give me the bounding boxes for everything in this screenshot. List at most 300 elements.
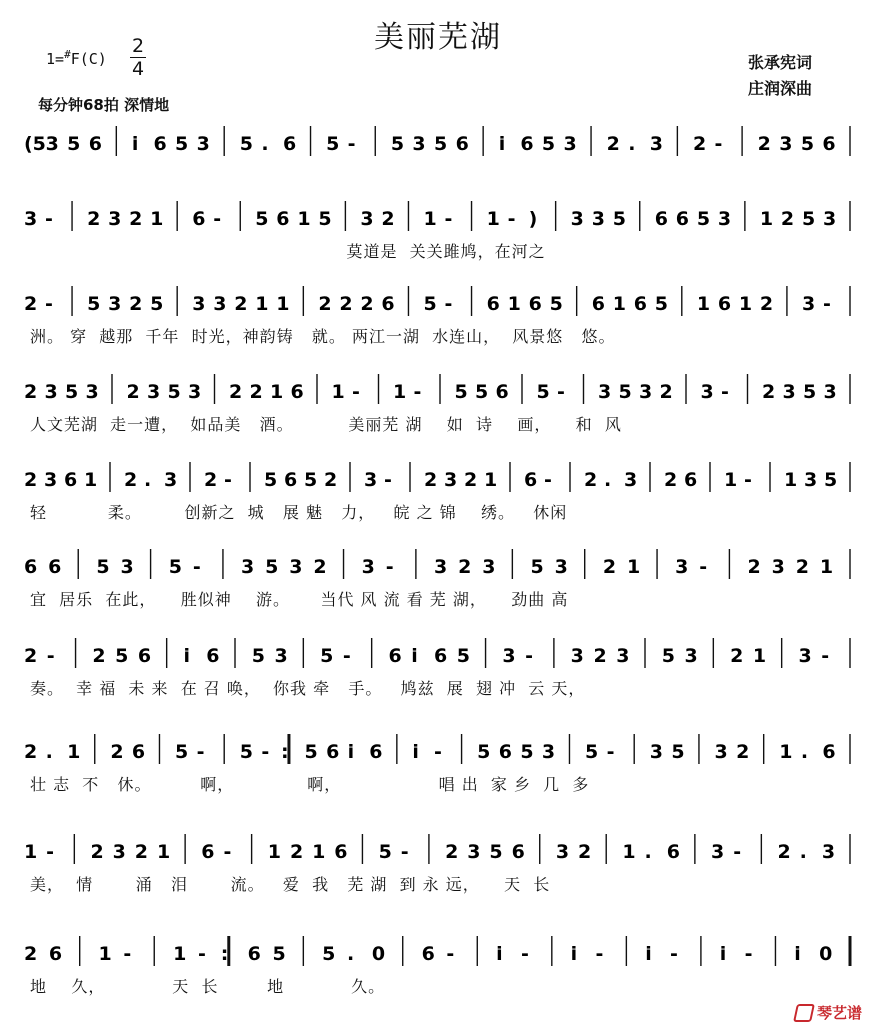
note: 6	[48, 943, 63, 965]
note: 2	[204, 469, 218, 491]
note: .	[261, 133, 269, 155]
note: -	[744, 943, 753, 965]
note: 3	[779, 133, 793, 155]
note: 1	[98, 943, 112, 965]
note: .	[800, 741, 809, 763]
repeat-sign: :	[220, 943, 229, 965]
note: -	[714, 133, 723, 155]
note: -	[46, 841, 55, 863]
note: 2	[289, 841, 304, 863]
key-signature	[46, 48, 107, 68]
note: 3	[711, 841, 725, 863]
note: 3	[192, 293, 206, 315]
note: 1	[67, 741, 81, 763]
notation-line	[0, 553, 876, 583]
note: 1	[626, 556, 641, 578]
lyric-line: 宜 居乐 在此， 胜似神 游。 当代 风 流 看 芜 湖， 劲曲 高	[30, 590, 569, 609]
note: 5	[265, 556, 279, 578]
bar-line	[281, 734, 289, 764]
note: 2	[339, 293, 353, 315]
note: 3	[274, 645, 288, 667]
note: 2	[692, 133, 707, 155]
note: 1	[612, 293, 626, 315]
note: 2	[126, 381, 140, 403]
key-sharp: #	[64, 48, 71, 61]
note: 6	[421, 943, 435, 965]
note: 5	[801, 208, 816, 230]
note: 5	[167, 381, 181, 403]
note: 6	[282, 133, 297, 155]
note: 3	[563, 133, 577, 155]
note: i	[719, 943, 727, 965]
notation-svg	[0, 116, 876, 160]
note: 5	[612, 208, 626, 230]
note: 1	[507, 293, 521, 315]
note: -	[434, 741, 442, 763]
note: 6	[192, 208, 206, 230]
note: 2	[229, 381, 243, 403]
note: 3	[700, 381, 714, 403]
note: 5	[541, 133, 556, 155]
note: 2	[664, 469, 678, 491]
notation-line	[0, 642, 876, 672]
note: 1	[486, 208, 500, 230]
note: -	[45, 208, 53, 230]
note: 6	[524, 469, 538, 491]
note: 2	[92, 645, 106, 667]
note: 3	[821, 841, 836, 863]
note: 2	[24, 741, 38, 763]
notation-line	[0, 940, 876, 970]
note: 3	[241, 556, 255, 578]
note: 2	[124, 469, 138, 491]
note: 5	[671, 741, 685, 763]
note: -	[670, 943, 678, 965]
note: i	[412, 741, 419, 763]
note: 2	[360, 293, 374, 315]
note: 6	[822, 741, 836, 763]
note: 6	[334, 841, 348, 863]
note: -	[595, 943, 604, 965]
note: 2	[780, 208, 795, 230]
note: 3	[822, 208, 837, 230]
note: 3	[364, 469, 378, 491]
note: 5	[520, 741, 534, 763]
note: 3	[196, 133, 210, 155]
note: 6	[326, 741, 340, 763]
note: 3	[624, 469, 638, 491]
note: 3	[684, 645, 698, 667]
note: 3	[24, 208, 38, 230]
note: 2	[464, 469, 478, 491]
note: 6	[284, 469, 298, 491]
note: 3	[554, 556, 568, 578]
note: 2	[24, 469, 38, 491]
note: 6	[717, 293, 732, 315]
note: 5	[264, 469, 278, 491]
note: 3	[213, 293, 227, 315]
note: -	[45, 293, 53, 315]
note: -	[384, 469, 392, 491]
note: 5	[434, 133, 448, 155]
note: 5	[549, 293, 563, 315]
note: .	[628, 133, 636, 155]
note: -	[192, 556, 201, 578]
note: 2	[602, 556, 617, 578]
note: 1	[484, 469, 498, 491]
note: -	[525, 645, 534, 667]
notation-line	[0, 466, 876, 496]
note: 5	[65, 381, 79, 403]
note: 3	[108, 293, 122, 315]
notation-line	[0, 205, 876, 235]
note: 6	[498, 741, 512, 763]
note: -	[413, 381, 422, 403]
note: 2	[736, 741, 750, 763]
note: 5	[175, 133, 189, 155]
note: 3	[823, 381, 837, 403]
note: 5	[661, 645, 676, 667]
note: 1	[752, 645, 767, 667]
note: 6	[247, 943, 261, 965]
note: 2	[381, 208, 395, 230]
note: 6	[64, 469, 78, 491]
note: 5	[239, 133, 254, 155]
note: 5	[477, 741, 491, 763]
note: 1	[779, 741, 793, 763]
note: -	[822, 293, 831, 315]
lyric-line: 奏。 幸 福 未 来 在 召 唤， 你我 牵 手。 鸠兹 展 翅 冲 云 天，	[30, 679, 586, 698]
note: 1	[312, 841, 326, 863]
note: -	[123, 943, 132, 965]
note: 5	[304, 741, 318, 763]
lyric-line: 美， 情 涌 泪 流。 爱 我 芜 湖 到 永 远， 天 长	[30, 875, 551, 894]
notation-line	[0, 378, 876, 408]
note: 6	[511, 841, 525, 863]
note: 6	[434, 645, 448, 667]
note: 3	[164, 469, 178, 491]
note: 3	[598, 381, 612, 403]
note: 6	[684, 469, 698, 491]
note: 5	[696, 208, 711, 230]
note: 2	[249, 381, 263, 403]
lyric-line: 轻 柔。 创新之 城 展 魅 力， 皖 之 锦 绣。 休闲	[30, 503, 568, 522]
note: -	[196, 741, 205, 763]
lyricist: 张承宪词	[748, 53, 813, 72]
note: 2	[129, 293, 143, 315]
time-signature	[130, 36, 146, 79]
notation-svg	[0, 824, 876, 868]
note: 2	[593, 645, 607, 667]
note: 3	[570, 645, 584, 667]
note: -	[544, 469, 552, 491]
note: 6	[24, 556, 38, 578]
note: -	[342, 645, 351, 667]
note: 5	[168, 556, 182, 578]
note: 3	[112, 841, 126, 863]
note: -	[213, 208, 222, 230]
note: -	[444, 208, 453, 230]
note: 1	[724, 469, 738, 491]
note: 6	[131, 741, 146, 763]
note: -	[197, 943, 206, 965]
note: .	[347, 943, 355, 965]
note: 5	[618, 381, 632, 403]
note: 1	[267, 841, 282, 863]
note: 3	[360, 208, 374, 230]
note: 1	[393, 381, 407, 403]
music-logo-icon	[793, 1004, 815, 1022]
note: -	[352, 381, 360, 403]
note: 2	[584, 469, 598, 491]
note: 3	[717, 208, 732, 230]
note: 1	[24, 841, 38, 863]
note: 5	[272, 943, 286, 965]
note: 3	[798, 645, 812, 667]
note: 2	[762, 381, 776, 403]
note: 3	[616, 645, 630, 667]
note: 2	[795, 556, 809, 578]
note: 5	[255, 208, 269, 230]
note: 1	[270, 381, 284, 403]
note: .	[799, 841, 807, 863]
note: 6	[455, 133, 469, 155]
note: -	[347, 133, 356, 155]
note: 2	[445, 841, 459, 863]
note: 2	[777, 841, 791, 863]
note: 3	[502, 645, 516, 667]
note: 6	[675, 208, 690, 230]
note: i	[498, 133, 506, 155]
note: 5	[96, 556, 110, 578]
note: 2	[324, 469, 338, 491]
note: -	[223, 841, 232, 863]
note: 3	[639, 381, 653, 403]
note: 2	[659, 381, 673, 403]
note: -	[46, 645, 55, 667]
note: 2	[24, 381, 38, 403]
note: 6	[88, 133, 102, 155]
note: 5	[475, 381, 489, 403]
note: -	[385, 556, 394, 578]
note: 2	[458, 556, 472, 578]
note: 6	[528, 293, 542, 315]
note: 2	[24, 943, 38, 965]
note: 2	[730, 645, 744, 667]
note: .	[45, 741, 53, 763]
note: -	[400, 841, 409, 863]
notation-svg	[0, 539, 876, 583]
note: 3	[649, 741, 664, 763]
note: 1	[819, 556, 834, 578]
note: 1	[738, 293, 753, 315]
note: 5	[67, 133, 81, 155]
note: 5	[320, 645, 334, 667]
note: 3	[482, 556, 496, 578]
meter-top: 2	[131, 35, 145, 57]
tempo-marking: 每分钟68拍 深情地	[38, 96, 170, 114]
note: 3	[591, 208, 605, 230]
notation-svg	[0, 191, 876, 235]
note: i	[794, 943, 801, 965]
note: 1	[622, 841, 636, 863]
note: 5	[304, 469, 318, 491]
note: 2	[110, 741, 124, 763]
note: 2	[747, 556, 761, 578]
note: 1	[173, 943, 187, 965]
note: 1	[84, 469, 98, 491]
note: 3	[361, 556, 375, 578]
bar-line	[221, 936, 229, 966]
note: 5	[251, 645, 266, 667]
note: -	[520, 943, 529, 965]
notation-line	[0, 838, 876, 868]
note: 3	[434, 556, 448, 578]
note: 1	[423, 208, 437, 230]
note: i	[131, 133, 139, 155]
note: -	[557, 381, 565, 403]
lyric-line: 人文芜湖 走一遭， 如品美 酒。 美丽芜 湖 如 诗 画， 和 风	[30, 415, 622, 434]
note: 2	[24, 645, 38, 667]
note: 6	[388, 645, 402, 667]
key-name: F(C)	[70, 50, 107, 68]
logo-text: 琴艺谱	[816, 1004, 862, 1022]
note: 5	[318, 208, 332, 230]
note: 3	[120, 556, 134, 578]
note: 6	[486, 293, 500, 315]
note: -	[744, 469, 752, 491]
note: (5	[24, 133, 46, 155]
note: 5	[115, 645, 129, 667]
note: 3	[108, 208, 122, 230]
notation-svg	[0, 452, 876, 496]
note: 0	[371, 943, 386, 965]
notation-svg	[0, 276, 876, 320]
note: 6	[206, 645, 220, 667]
note: 2	[757, 133, 771, 155]
note: 5	[175, 741, 189, 763]
note: 1	[156, 841, 171, 863]
note: 5	[456, 645, 471, 667]
note: 5	[489, 841, 503, 863]
note: .	[644, 841, 652, 863]
note: -	[606, 741, 615, 763]
note: 2	[318, 293, 332, 315]
note: )	[528, 208, 538, 230]
note: 3	[714, 741, 728, 763]
note: i	[570, 943, 578, 965]
note: .	[604, 469, 612, 491]
notation-svg	[0, 364, 876, 408]
note: 3	[675, 556, 689, 578]
note: 6	[666, 841, 680, 863]
note: 5	[454, 381, 468, 403]
note: 3	[570, 208, 584, 230]
note: 5	[322, 943, 336, 965]
note: 6	[633, 293, 647, 315]
note: 3	[771, 556, 785, 578]
note: 3	[467, 841, 481, 863]
note: 2	[578, 841, 592, 863]
note: 1	[255, 293, 269, 315]
note: 6	[153, 133, 167, 155]
note: 3	[444, 469, 458, 491]
note: 3	[804, 469, 818, 491]
note: 5	[378, 841, 392, 863]
site-logo	[795, 1002, 862, 1023]
note: i	[645, 943, 652, 965]
note: -	[444, 293, 453, 315]
note: -	[721, 381, 729, 403]
note: 3	[412, 133, 426, 155]
note: 1	[696, 293, 711, 315]
note: 3	[555, 841, 570, 863]
note: i	[347, 741, 355, 763]
note: 3	[188, 381, 202, 403]
note: 1	[331, 381, 345, 403]
note: 5	[423, 293, 437, 315]
note: 1	[759, 208, 774, 230]
note: 5	[326, 133, 340, 155]
note: 2	[87, 208, 101, 230]
credits	[748, 50, 812, 102]
note: 6	[369, 741, 383, 763]
song-title: 美丽芜湖	[374, 20, 502, 55]
note: .	[144, 469, 152, 491]
note: 3	[649, 133, 664, 155]
note: -	[261, 741, 270, 763]
note: 2	[424, 469, 438, 491]
note: 2	[313, 556, 327, 578]
note: 3	[289, 556, 303, 578]
note: 3	[44, 469, 58, 491]
note: 6	[591, 293, 605, 315]
note: -	[821, 645, 830, 667]
note: 2	[759, 293, 774, 315]
note: 2	[134, 841, 149, 863]
note: 5	[239, 741, 254, 763]
note: 3	[782, 381, 796, 403]
note: 6	[822, 133, 836, 155]
note: 6	[276, 208, 290, 230]
lyric-line: 莫道是 关关雎鸠，在河之	[30, 242, 546, 261]
note: 6	[290, 381, 304, 403]
notation-line	[0, 738, 876, 768]
note: 5	[87, 293, 101, 315]
note: 2	[90, 841, 104, 863]
note: 5	[803, 381, 817, 403]
note: 5	[390, 133, 405, 155]
note: 6	[137, 645, 152, 667]
note: 5	[800, 133, 815, 155]
note: -	[224, 469, 232, 491]
note: 6	[48, 556, 62, 578]
lyric-line: 地 久， 天 长 地 久。	[30, 977, 386, 996]
notation-svg	[0, 926, 876, 970]
note: 5	[824, 469, 838, 491]
lyric-line: 壮 志 不 休。 啊， 啊， 唱 出 家 乡 几 多	[30, 775, 590, 794]
note: -	[446, 943, 455, 965]
note: 3	[801, 293, 816, 315]
notation-line	[0, 290, 876, 320]
note: 5	[536, 381, 550, 403]
note: 6	[495, 381, 509, 403]
note: 2	[234, 293, 248, 315]
note: 2	[129, 208, 143, 230]
note: 6	[520, 133, 534, 155]
note: 6	[201, 841, 215, 863]
notation-line	[0, 130, 876, 160]
